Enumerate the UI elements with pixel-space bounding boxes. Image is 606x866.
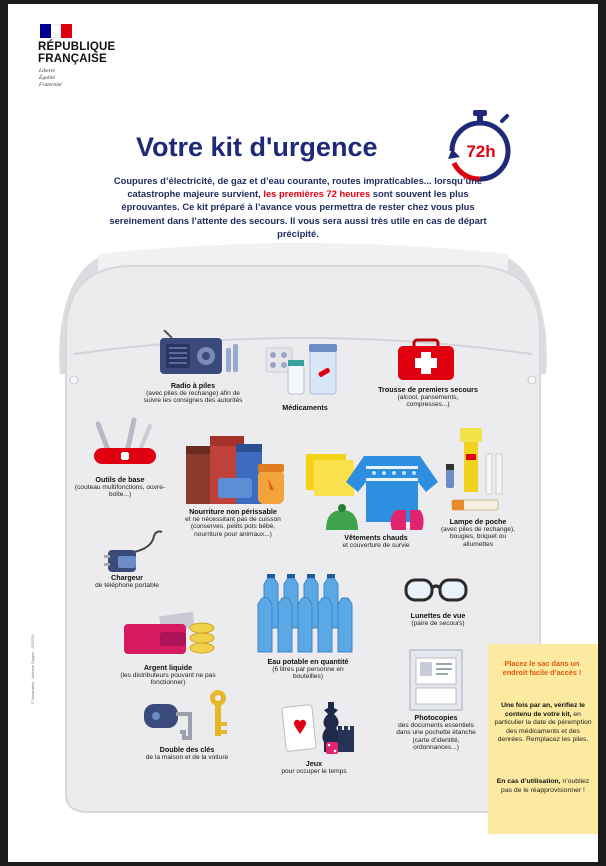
item-tools: Outils de base (couteau multifonctions, ouvre-boîte...) — [74, 475, 166, 499]
warm-clothes-icon — [300, 442, 446, 534]
food-cans-icon — [180, 432, 290, 506]
tip-box — [488, 644, 598, 834]
tip-headline: Placez le sac dans un endroit facile d’accès ! — [502, 659, 582, 677]
timer-label: 72h — [466, 142, 496, 161]
documents-icon — [406, 648, 466, 712]
item-first-aid: Trousse de premiers secours (alcool, pansements, compresses...) — [378, 385, 478, 409]
flashlight-icon — [438, 424, 508, 516]
first-aid-kit-icon — [396, 338, 456, 382]
item-glasses: Lunettes de vue (paire de secours) — [410, 611, 466, 627]
item-charger: Chargeur de téléphone portable — [95, 573, 159, 589]
multitool-icon — [88, 414, 162, 470]
item-games: Jeux pour occuper le temps — [281, 759, 347, 775]
item-keys: Double des clés de la maison et de la voiture — [145, 745, 229, 761]
tip-use: En cas d’utilisation, n’oubliez pas de le réapprovisionner ! — [496, 778, 590, 794]
republic-line1: RÉPUBLIQUE — [38, 41, 116, 53]
item-flashlight: Lampe de poche (avec piles de rechange), bougies, briquet ou allumettes — [440, 517, 516, 548]
games-icon — [280, 692, 360, 760]
tip-check: Une fois par an, vérifiez le contenu de votre kit, en particulier la date de péremption des médicaments et des denrées. Remplacez les piles. — [494, 702, 592, 743]
item-water: Eau potable en quantité (6 litres par personne en bouteilles) — [267, 657, 349, 681]
item-radio: Radio à piles (avec piles de rechange) afin de suivre les consignes des autorités — [143, 381, 243, 405]
item-clothes: Vêtements chauds et couverture de survie — [342, 533, 410, 549]
radio-icon — [158, 330, 240, 378]
poster — [8, 4, 598, 862]
illustration-credit: © Illustration : Antoine Dagan - SGDSN — [30, 634, 35, 704]
republic-line2: FRANÇAISE — [38, 53, 107, 65]
item-food: Nourriture non périssable et ne nécessitant pas de cuisson (conserves, petits pots bébé, nourriture pour animaux...) — [185, 507, 281, 538]
medicine-icon — [264, 342, 340, 398]
item-documents: Photocopies des documents essentiels dans une pochette étanche (carte d’identité, ordonnances...) — [396, 713, 476, 752]
water-bottles-icon — [254, 570, 354, 656]
intro-highlight: les premières 72 heures — [263, 188, 371, 200]
glasses-icon — [402, 574, 470, 604]
item-medicine: Médicaments — [282, 403, 328, 412]
item-cash: Argent liquide (les distributeurs pouvant ne pas fonctionner) — [120, 663, 216, 687]
keys-icon — [142, 688, 238, 744]
republic-motto: Liberté Égalité Fraternité — [39, 68, 62, 88]
wallet-cash-icon — [120, 612, 224, 658]
intro-text: Coupures d’électricité, de gaz et d’eau courante, routes impraticables... lorsqu’une catastrophe majeure survient, les premières 72 heures sont souvent les plus éprouvantes. Ce kit préparé à l’avance vous permettra de rester chez vous plus sereinement dans l’attente des secours. Il vous sera aussi très utile en cas de départ précipité. — [109, 175, 487, 239]
page-title: Votre kit d'urgence — [136, 132, 378, 162]
